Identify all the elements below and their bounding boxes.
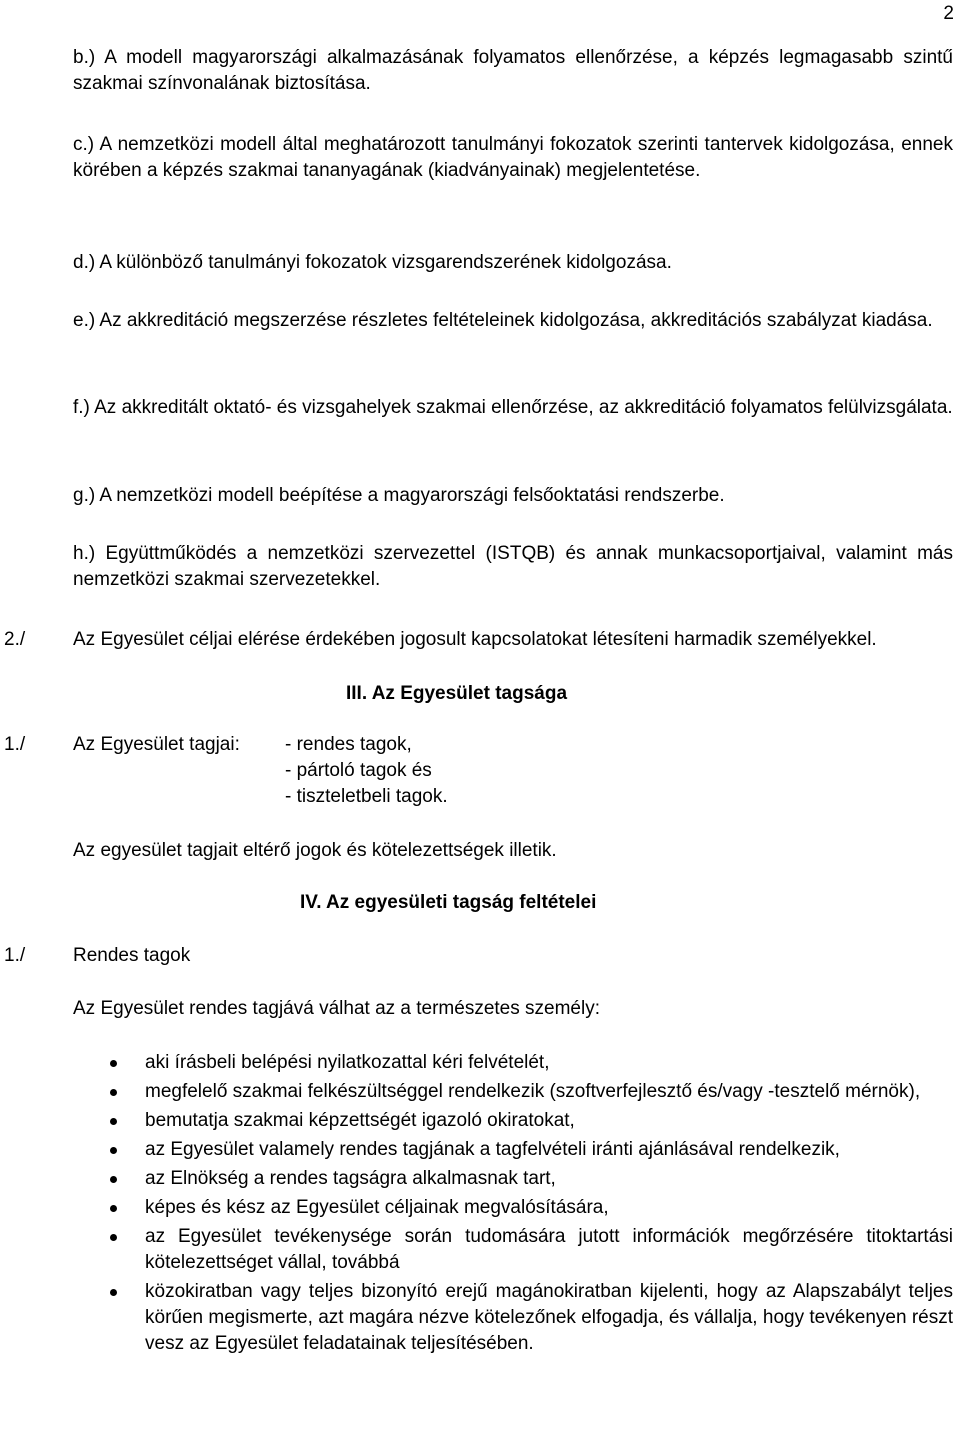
- member-type-regular: - rendes tagok,: [285, 734, 412, 755]
- list-item-text: az Egyesület valamely rendes tagjának a tagfelvételi iránti ajánlásával rendelkezik,: [145, 1139, 840, 1160]
- member-type-honorary: - tiszteletbeli tagok.: [285, 786, 448, 807]
- rights-note-text: Az egyesület tagjait eltérő jogok és kötelezettségek illetik.: [73, 840, 557, 861]
- item-d-text: d.) A különböző tanulmányi fokozatok vizsgarendszerének kidolgozása.: [73, 252, 672, 273]
- list-item-text: bemutatja szakmai képzettségét igazoló okiratokat,: [145, 1110, 575, 1131]
- list-item-text: az Egyesület tevékenysége során tudomására jutott információk megőrzésére titoktartási kötelezettséget vállal, továbbá: [145, 1226, 953, 1273]
- item-h-text: h.) Együttműködés a nemzetközi szervezettel (ISTQB) és annak munkacsoportjaival, valamint más nemzetközi szakmai szervezetekkel.: [73, 543, 953, 590]
- section-4-heading: IV. Az egyesületi tagság feltételei: [300, 892, 597, 913]
- member-types-row: [73, 732, 448, 758]
- members-label-spacer: [73, 758, 285, 784]
- item-f: [73, 395, 953, 421]
- list-item: [0, 1137, 960, 1163]
- list-item: [0, 1195, 960, 1221]
- point-2-text: Az Egyesület céljai elérése érdekében jogosult kapcsolatokat létesíteni harmadik személyekkel.: [73, 629, 877, 650]
- item-f-text: f.) Az akkreditált oktató- és vizsgahelyek szakmai ellenőrzése, az akkreditáció folyamatos felülvizsgálata.: [73, 397, 953, 418]
- list-item: [0, 1108, 960, 1134]
- member-types-row: [73, 784, 448, 810]
- membership-conditions-list: [0, 1050, 960, 1360]
- item-b-text: b.) A modell magyarországi alkalmazásának folyamatos ellenőrzése, a képzés legmagasabb szintű szakmai színvonalának biztosítása.: [73, 47, 953, 94]
- members-label-spacer: [73, 784, 285, 810]
- regular-members-title: [73, 943, 953, 969]
- item-g: [73, 483, 953, 509]
- list-item-text: közokiratban vagy teljes bizonyító erejű magánokiratban kijelenti, hogy az Alapszabályt teljes körűen megismerte, azt magára nézve kötelezőnek elfogadja, és vállalja, hogy tevékenyen részt vesz az Egyesület feladatainak teljesítésében.: [145, 1281, 953, 1354]
- item-b: [73, 45, 953, 97]
- item-e: [73, 308, 953, 334]
- regular-members-text: Rendes tagok: [73, 945, 191, 966]
- point-2-body: [73, 627, 953, 653]
- member-types-row: [73, 758, 448, 784]
- section-3-heading: III. Az Egyesület tagsága: [346, 683, 568, 704]
- bullet-icon: [110, 1060, 117, 1067]
- page-number: 2: [943, 3, 954, 24]
- item-d: [73, 250, 953, 276]
- item-c-text: c.) A nemzetközi modell által meghatározott tanulmányi fokozatok szerinti tantervek kidolgozása, ennek körében a képzés szakmai tananyagának (kiadványainak) megjelentetése.: [73, 134, 953, 181]
- list-item: [0, 1050, 960, 1076]
- bullet-icon: [110, 1176, 117, 1183]
- list-item: [0, 1079, 960, 1105]
- bullet-icon: [110, 1118, 117, 1125]
- list-item-text: aki írásbeli belépési nyilatkozattal kéri felvételét,: [145, 1052, 550, 1073]
- membership-intro-text: Az Egyesület rendes tagjává válhat az a természetes személy:: [73, 998, 600, 1019]
- section-4-point-1-label: 1./: [4, 945, 26, 966]
- section-3-point-1-label: 1./: [4, 734, 26, 755]
- members-label: Az Egyesület tagjai:: [73, 734, 240, 755]
- rights-note: [73, 838, 953, 864]
- item-h: [73, 541, 953, 593]
- bullet-icon: [110, 1205, 117, 1212]
- list-item-text: az Elnökség a rendes tagságra alkalmasnak tart,: [145, 1168, 556, 1189]
- item-g-text: g.) A nemzetközi modell beépítése a magyarországi felsőoktatási rendszerbe.: [73, 485, 725, 506]
- bullet-icon: [110, 1289, 117, 1296]
- list-item-text: képes és kész az Egyesület céljainak megvalósítására,: [145, 1197, 609, 1218]
- list-item: [0, 1279, 960, 1357]
- item-e-text: e.) Az akkreditáció megszerzése részletes feltételeinek kidolgozása, akkreditációs szabályzat kiadása.: [73, 310, 933, 331]
- bullet-icon: [110, 1234, 117, 1241]
- point-2-label: 2./: [4, 629, 26, 650]
- membership-intro: [73, 996, 953, 1022]
- member-types: [73, 732, 448, 810]
- bullet-icon: [110, 1147, 117, 1154]
- item-c: [73, 132, 953, 184]
- list-item: [0, 1224, 960, 1276]
- bullet-icon: [110, 1089, 117, 1096]
- list-item: [0, 1166, 960, 1192]
- list-item-text: megfelelő szakmai felkészültséggel rendelkezik (szoftverfejlesztő és/vagy -tesztelő mérnök),: [145, 1081, 921, 1102]
- member-type-supporting: - pártoló tagok és: [285, 760, 432, 781]
